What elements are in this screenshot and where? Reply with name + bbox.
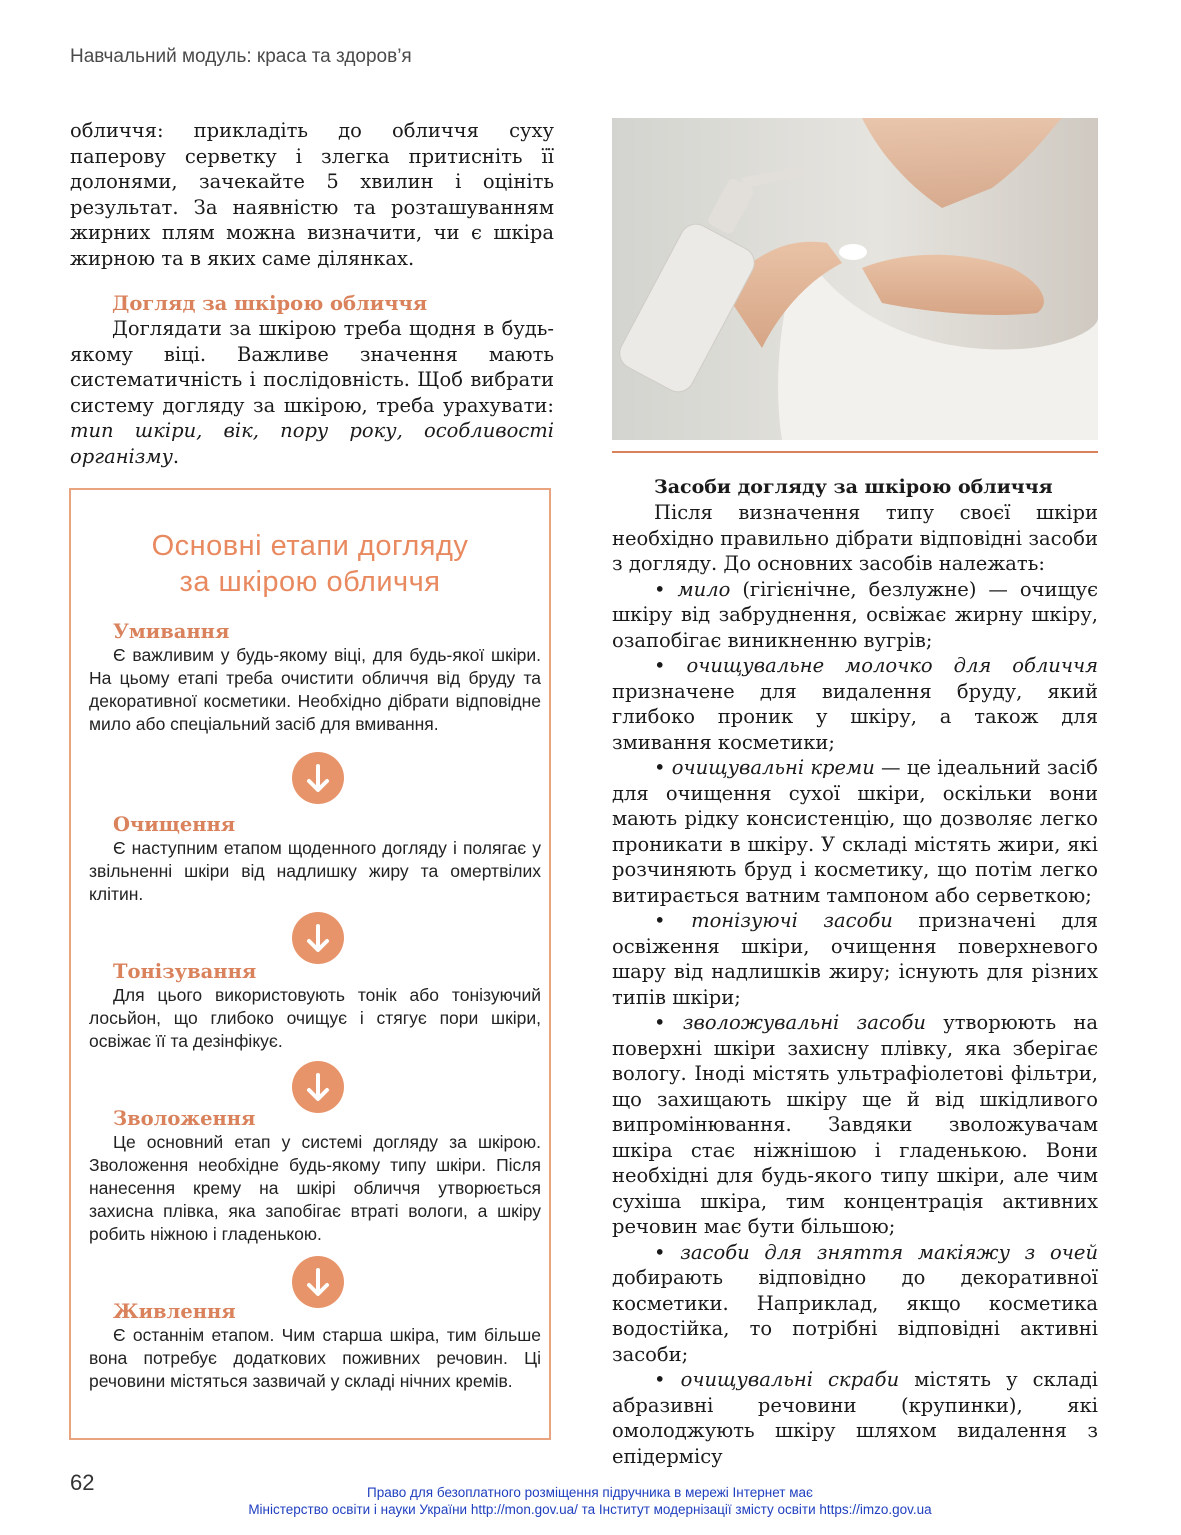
- stage-text: Є важливим у будь-якому віці, для будь-якої шкіри. На цьому етапі треба очистити обличчя від бруду та декоративної косметики. Необхідно дібрати відповідне мило або спеціальний засіб для вмивання.: [89, 645, 541, 734]
- item-term: очищувальні креми: [671, 756, 875, 779]
- stage-title: Тонізування: [113, 960, 257, 983]
- list-item: [612, 577, 1098, 654]
- list-item: [612, 1240, 1098, 1368]
- running-header: Навчальний модуль: краса та здоров’я: [70, 46, 412, 67]
- stage-title: Умивання: [113, 620, 230, 643]
- item-term: мило: [677, 577, 731, 601]
- item-term: очищувальне молочко для обличчя: [686, 654, 1098, 677]
- stage-text: Для цього використовують тонік або тонізуючий лосьйон, що глибоко очищує і стягує пори шкіри, освіжає її та дезінфікує.: [89, 985, 541, 1051]
- arrow-down-circle-icon: [292, 1061, 344, 1113]
- skincare-photo: [612, 118, 1098, 440]
- bullet: •: [654, 909, 666, 932]
- list-item: [612, 908, 1098, 1010]
- skin-care-period: .: [172, 444, 180, 468]
- item-text: добирають відповідно до декоративної косметики. Наприклад, якщо косметика водостійка, то потрібні відповідні активні засоби;: [612, 1266, 1098, 1366]
- list-item: [612, 1367, 1098, 1469]
- section-heading-care-products: Засоби догляду за шкірою обличчя: [654, 476, 1053, 498]
- stages-box-title-line2: за шкірою обличчя: [179, 566, 441, 598]
- arrow-down-circle-icon: [292, 752, 344, 804]
- stage-washing: [89, 620, 541, 736]
- stages-box: [69, 488, 551, 1440]
- stage-title: Зволоження: [113, 1107, 256, 1130]
- item-text: утворюють на поверхні шкіри захисну плівку, яка зберігає вологу. Іноді містять ультрафіолетові фільтри, що захищають шкіру ще й від шкідливого випромінювання. Завдяки зволожувачам шкіра стає ніжнішою і гладенькою. Вони необхідні для будь-якого типу шкіри, але чим сухіша шкіра, тим концентрація активних речовин має бути більшою;: [612, 1011, 1099, 1238]
- bullet: •: [654, 756, 666, 779]
- section-heading-skin-care: Догляд за шкірою обличчя: [112, 292, 428, 315]
- care-products-intro: Після визначення типу своєї шкіри необхідно правильно дібрати відповідні засоби з догляду. До основних засобів належать:: [612, 501, 1098, 575]
- license-line-2[interactable]: Міністерство освіти і науки України http://mon.gov.ua/ та Інститут модернізації змісту освіти https://imzo.gov.ua: [248, 1502, 932, 1517]
- stage-text: Є наступним етапом щоденного догляду і полягає у звільненні шкіри від надлишку жиру та омертвілих клітин.: [89, 838, 541, 904]
- item-term: очищувальні скраби: [680, 1368, 900, 1391]
- stage-moisturizing: [89, 1107, 541, 1246]
- item-text: (гігієнічне, безлужне) — очищує шкіру від забруднення, освіжає жирну шкіру, озапобігає виникненню вугрів;: [612, 577, 1099, 652]
- arrow-down-circle-icon: [292, 912, 344, 964]
- skin-care-text: Доглядати за шкірою треба щодня в будь-якому віці. Важливе значення мають систематичність і послідовність. Щоб вибрати систему догляду за шкірою, треба урахувати:: [70, 317, 554, 417]
- bullet: •: [654, 654, 666, 677]
- item-text: призначене для видалення бруду, який глибоко проник у шкіру, а також для змивання косметики;: [612, 679, 1098, 754]
- page-number: 62: [70, 1470, 95, 1495]
- left-column: [70, 118, 554, 469]
- stage-nourishing: [89, 1300, 541, 1393]
- license-footer: [200, 1484, 980, 1518]
- item-term: зволожувальні засоби: [682, 1011, 926, 1034]
- skin-care-factors: тип шкіри, вік, пору року, особливості організму: [70, 419, 554, 468]
- bullet: •: [654, 1240, 666, 1264]
- stages-box-title-line1: Основні етапи догляду: [151, 530, 469, 562]
- list-item: [612, 755, 1098, 908]
- stage-cleansing: [89, 813, 541, 906]
- list-item: [612, 653, 1098, 755]
- stage-title: Очищення: [113, 813, 236, 836]
- item-text: призначені для освіження шкіри, очищення поверхневого шару від надлишків жиру; існують для різних типів шкіри;: [612, 909, 1099, 1009]
- bullet: •: [654, 1011, 666, 1034]
- item-text: — це ідеальний засіб для очищення сухої шкіри, оскільки вони мають рідку консистенцію, що дозволяє легко проникати в шкіру. У складі містять жири, які розчиняють бруд і косметику, що потім легко витирається ватним тампоном або серветкою;: [612, 756, 1098, 907]
- item-term: засоби для зняття макіяжу з очей: [680, 1240, 1099, 1264]
- stage-toning: [89, 960, 541, 1053]
- item-text: містять у складі абразивні речовини (крупинки), які омолоджують шкіру шляхом видалення з епідермісу: [612, 1368, 1099, 1468]
- list-item: [612, 1010, 1098, 1240]
- bullet: •: [654, 1368, 666, 1391]
- stage-title: Живлення: [113, 1300, 236, 1323]
- skin-care-paragraph: [70, 316, 554, 469]
- stage-text: Це основний етап у системі догляду за шкірою. Зволоження необхідне будь-якому типу шкіри. Після нанесення крему на шкірі обличчя утворюється захисна плівка, яка запобігає втраті вологи, а шкіру робить ніжною і гладенькою.: [89, 1132, 541, 1244]
- intro-paragraph: обличчя: прикладіть до обличчя суху паперову серветку і злегка притисніть її долонями, зачекайте 5 хвилин і оцініть результат. За наявністю та розташуванням жирних плям можна визначити, чи є шкіра жирною та в яких саме ділянках.: [70, 119, 554, 270]
- bullet: •: [654, 577, 666, 601]
- license-line-1: Право для безоплатного розміщення підручника в мережі Інтернет має: [367, 1485, 813, 1500]
- item-term: тонізуючі засоби: [691, 909, 893, 932]
- right-column: [612, 475, 1098, 1469]
- stage-text: Є останнім етапом. Чим старша шкіра, тим більше вона потребує додаткових поживних речовин. Ці речовини містяться зазвичай у складі нічних кремів.: [89, 1325, 541, 1391]
- stages-box-title: [71, 528, 549, 600]
- photo-divider: [612, 451, 1098, 453]
